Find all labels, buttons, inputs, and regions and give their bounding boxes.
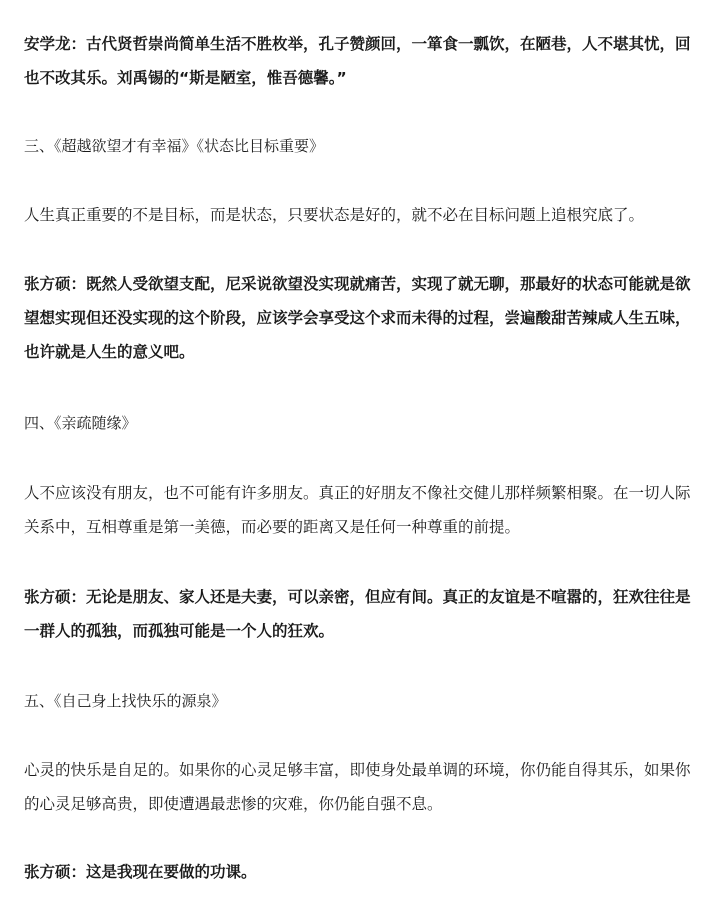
section-3-comment: 张方硕：既然人受欲望支配，尼采说欲望没实现就痛苦，实现了就无聊，那最好的状态可能就是欲望想实现但还没实现的这个阶段，应该学会享受这个求而未得的过程，尝遍酸甜苦辣咸人生五味，也许就是人生的意义吧。 [24,275,691,361]
section-5-heading: 五、《自己身上找快乐的源泉》 [24,692,227,710]
section-5-comment: 张方硕：这是我现在要做的功课。 [24,863,257,881]
section-4-body: 人不应该没有朋友，也不可能有许多朋友。真正的好朋友不像社交健儿那样频繁相聚。在一切人际关系中，互相尊重是第一美德，而必要的距离又是任何一种尊重的前提。 [24,484,691,536]
section-4-heading: 四、《亲疏随缘》 [24,414,137,432]
section-5-body: 心灵的快乐是自足的。如果你的心灵足够丰富，即使身处最单调的环境，你仍能自得其乐，如果你的心灵足够高贵，即使遭遇最悲惨的灾难，你仍能自强不息。 [24,761,691,813]
section-3-body: 人生真正重要的不是目标，而是状态，只要状态是好的，就不必在目标问题上追根究底了。 [24,206,645,224]
comment-anxuelong: 安学龙：古代贤哲崇尚简单生活不胜枚举，孔子赞颜回，一箪食一瓢饮，在陋巷，人不堪其忧，回也不改其乐。刘禹锡的“斯是陋室，惟吾德馨。” [24,35,691,87]
section-4-comment: 张方硕：无论是朋友、家人还是夫妻，可以亲密，但应有间。真正的友谊是不喧嚣的，狂欢往往是一群人的孤独，而孤独可能是一个人的狂欢。 [24,588,691,640]
section-3-heading: 三、《超越欲望才有幸福》《状态比目标重要》 [24,137,325,155]
